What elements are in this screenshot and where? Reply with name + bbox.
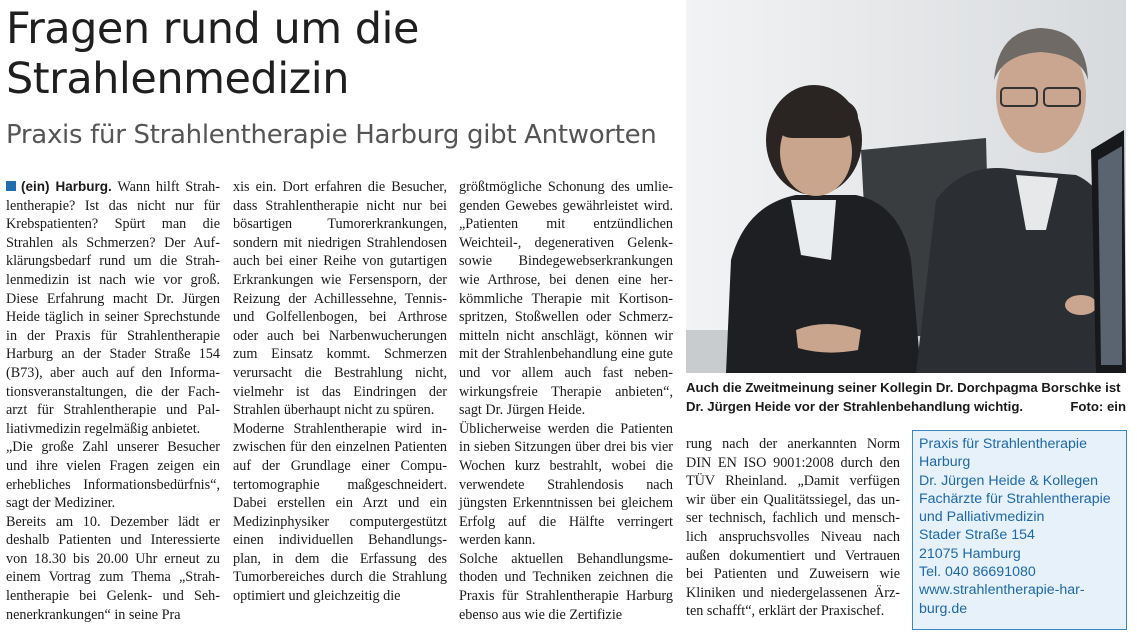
dateline: (ein) Harburg. xyxy=(21,179,112,194)
lead-text: Wann hilft Strahlentherapie? Ist das nicht nur für Krebspatienten? Spürt man die Strahlen als Schmerzen? Der Aufklärungsbedarf rund um die Strahlenmedizin ist nach wie vor groß. Diese Erfahrung macht Dr. Jürgen Heide täglich in seiner Sprechstunde in der Praxis für Strahlentherapie Harburg an der Stader Straße 154 (B73), aber auch auf den Informationsveranstaltungen, die der Facharzt für Strahlentherapie und Palliativmedizin regelmäßig anbietet. xyxy=(6,179,220,437)
info-line: Fachärzte für Strahlentherapie xyxy=(919,490,1111,507)
paragraph: Üblicherweise werden die Patienten in sieben Sitzungen über drei bis vier Wochen kurz bestrahlt, wobei die verwendete Strahlendosis nach jüngsten Erkenntnissen bei gleichem Erfolg auf die Hälfte verringert werden kann. xyxy=(459,420,673,549)
paragraph: „Die große Zahl unserer Besucher und ihre vielen Fragen zeigen ein erhebliches Informationsbedürfnis“, sagt der Mediziner. xyxy=(6,439,220,512)
paragraph: rung nach der anerkannten Norm DIN EN ISO 9001:2008 durch den TÜV Rheinland. „Damit verfügen wir über ein Qualitätssiegel, das unser technisch, fachlich und menschlich anspruchsvolles Niveau nach außen dokumentiert und Vertrauen bei Patienten und Zuweisern wie Kliniken und niedergelassenen Ärzten schafft“, erklärt der Praxischef. xyxy=(686,436,900,620)
info-line: Stader Straße 154 xyxy=(919,527,1035,544)
info-line: Harburg xyxy=(919,454,971,471)
info-line: Dr. Jürgen Heide & Kollegen xyxy=(919,472,1099,489)
article-column-1 xyxy=(6,178,220,624)
article-column-3 xyxy=(459,178,673,624)
info-line: und Palliativmedizin xyxy=(919,509,1045,526)
contact-info-box xyxy=(912,430,1127,630)
paragraph: größtmögliche Schonung des umliegenden Gewebes gewährleistet wird. „Patienten mit entzündlichen Weichteil-, degenerativen Gelenksowie Bindegewebserkrankungen wie Arthrose, bei denen eine herkömmliche Therapie mit Kortisonspritzen, Stoßwellen oder Schmerzmitteln nicht anschlägt, können wir mit der Strahlenbehandlung eine gute und vor allem auch fast nebenwirkungsfreie Therapie anbieten“, sagt Dr. Jürgen Heide. xyxy=(459,179,673,419)
article-column-2 xyxy=(233,178,447,606)
website-link[interactable]: www.strahlentherapie-har- xyxy=(919,582,1085,599)
article-photo xyxy=(686,0,1126,373)
paragraph: Bereits am 10. Dezember lädt er deshalb Patienten und Interessierte von 18.30 bis 20.00 Uhr erneut zu einem Vortrag zum Thema „Strahlentherapie bei Gelenk- und Sehnenerkrankungen“ in seine Pra xyxy=(6,513,220,623)
bullet-square-icon xyxy=(6,181,16,191)
info-line: Praxis für Strahlentherapie xyxy=(919,436,1087,452)
subheadline: Praxis für Strahlentherapie Harburg gibt Antworten xyxy=(6,120,657,150)
paragraph: Moderne Strahlentherapie wird inzwischen für den einzelnen Patienten auf der Grundlage einer Computertomographie maßgeschneidert. Dabei erstellen ein Arzt und ein Medizinphysiker computergestützt einen individuellen Behandlungsplan, in dem die Erfassung des Tumorbereiches durch die Strahlung optimiert und gleichzeitig die xyxy=(233,420,447,605)
paragraph: xis ein. Dort erfahren die Besucher, dass Strahlentherapie nicht nur bei bösartigen Tumorerkrankungen, sondern mit niedrigen Strahlendosen auch bei einer Reihe von gutartigen Erkrankungen wie Fersensporn, der Reizung der Achillessehne, Tennis- und Golfellenbogen, bei Arthrose oder auch bei Narbenwucherungen zum Einsatz kommt. Schmerzen verursacht die Bestrahlung nicht, vielmehr ist das Eindringen der Strahlen überhaupt nicht zu spüren. xyxy=(233,179,447,419)
photo-caption xyxy=(686,379,1126,416)
paragraph: Solche aktuellen Behandlungsmethoden und Techniken zeichnen die Praxis für Strahlentherapie Harburg ebenso aus wie die Zertifizie xyxy=(459,550,673,623)
website-link[interactable]: burg.de xyxy=(919,600,968,617)
caption-text: Auch die Zweitmeinung seiner Kollegin Dr. Dorchpagma Borschke ist Dr. Jürgen Heide vor der Strahlenbehandlung wichtig. xyxy=(686,380,1121,414)
headline xyxy=(6,4,419,104)
article-column-4 xyxy=(686,435,900,621)
lead-paragraph xyxy=(6,178,220,438)
headline-line-2: Strahlenmedizin xyxy=(6,54,349,104)
headline-line-1: Fragen rund um die xyxy=(6,4,419,54)
info-line: Tel. 040 86691080 xyxy=(919,564,1036,581)
info-line: 21075 Hamburg xyxy=(919,545,1021,562)
photo-credit: Foto: ein xyxy=(1070,398,1126,414)
photo-illustration xyxy=(686,0,1126,373)
